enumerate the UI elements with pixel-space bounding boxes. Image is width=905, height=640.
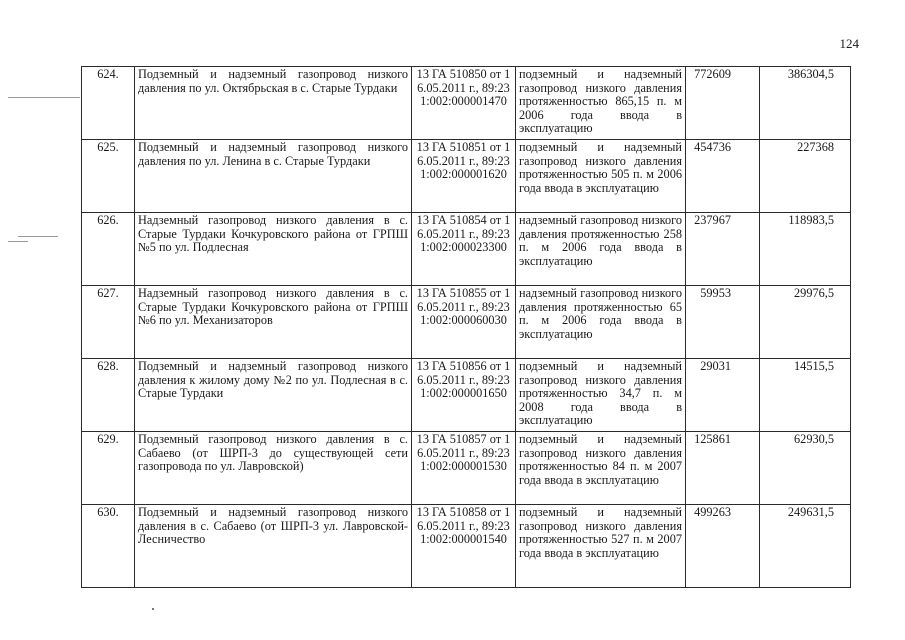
object-name: Подземный и надземный газопровод низкого давления в с. Сабаево (от ШРП-3 ул. Лавровской-Лесничество xyxy=(135,505,412,588)
page-number: 124 xyxy=(839,36,859,51)
book-value: 29031 xyxy=(686,359,760,432)
registration-certificate: 13 ГА 510850 от 16.05.2011 г., 89:231:002:000001470 xyxy=(412,67,516,140)
object-description: подземный и надземный газопровод низкого давления протяженностью 34,7 п. м 2008 года ввода в эксплуатацию xyxy=(516,359,686,432)
book-value: 454736 xyxy=(686,140,760,213)
table-row xyxy=(82,67,851,140)
object-description: подземный и надземный газопровод низкого давления протяженностью 527 п. м 2007 года ввода в эксплуатацию xyxy=(516,505,686,588)
book-value: 59953 xyxy=(686,286,760,359)
registration-certificate: 13 ГА 510851 от 16.05.2011 г., 89:231:002:000001620 xyxy=(412,140,516,213)
object-name: Надземный газопровод низкого давления в с. Старые Турдаки Кочкуровского района от ГРПШ №5 по ул. Подлесная xyxy=(135,213,412,286)
registration-certificate: 13 ГА 510857 от 16.05.2011 г., 89:231:002:000001530 xyxy=(412,432,516,505)
registration-certificate: 13 ГА 510856 от 16.05.2011 г., 89:231:002:000001650 xyxy=(412,359,516,432)
object-name: Подземный газопровод низкого давления в с. Сабаево (от ШРП-3 до существующей сети газопровода по ул. Лавровской) xyxy=(135,432,412,505)
row-number: 624. xyxy=(82,67,135,140)
registration-certificate: 13 ГА 510855 от 16.05.2011 г., 89:231:002:000060030 xyxy=(412,286,516,359)
table-row xyxy=(82,359,851,432)
residual-value: 29976,5 xyxy=(760,286,851,359)
residual-value: 62930,5 xyxy=(760,432,851,505)
row-number: 626. xyxy=(82,213,135,286)
object-name: Подземный и надземный газопровод низкого давления к жилому дому №2 по ул. Подлесная в с. Старые Турдаки xyxy=(135,359,412,432)
book-value: 237967 xyxy=(686,213,760,286)
book-value: 499263 xyxy=(686,505,760,588)
scan-artifact-dot xyxy=(152,608,154,610)
object-name: Надземный газопровод низкого давления в с. Старые Турдаки Кочкуровского района от ГРПШ №6 по ул. Механизаторов xyxy=(135,286,412,359)
residual-value: 14515,5 xyxy=(760,359,851,432)
registration-certificate: 13 ГА 510854 от 16.05.2011 г., 89:231:002:000023300 xyxy=(412,213,516,286)
object-description: подземный и надземный газопровод низкого давления протяженностью 865,15 п. м 2006 года ввода в эксплуатацию xyxy=(516,67,686,140)
residual-value: 249631,5 xyxy=(760,505,851,588)
row-number: 629. xyxy=(82,432,135,505)
table-row xyxy=(82,140,851,213)
table-row xyxy=(82,213,851,286)
table-row xyxy=(82,286,851,359)
object-description: подземный и надземный газопровод низкого давления протяженностью 505 п. м 2006 года ввода в эксплуатацию xyxy=(516,140,686,213)
object-name: Подземный и надземный газопровод низкого давления по ул. Октябрьская в с. Старые Турдаки xyxy=(135,67,412,140)
table-row xyxy=(82,432,851,505)
scan-artifact-line xyxy=(8,241,28,242)
row-number: 630. xyxy=(82,505,135,588)
property-registry-table xyxy=(81,66,851,588)
registration-certificate: 13 ГА 510858 от 16.05.2011 г., 89:231:002:000001540 xyxy=(412,505,516,588)
object-name: Подземный и надземный газопровод низкого давления по ул. Ленина в с. Старые Турдаки xyxy=(135,140,412,213)
row-number: 628. xyxy=(82,359,135,432)
residual-value: 386304,5 xyxy=(760,67,851,140)
object-description: подземный и надземный газопровод низкого давления протяженностью 84 п. м 2007 года ввода в эксплуатацию xyxy=(516,432,686,505)
scan-artifact-line xyxy=(18,236,58,237)
residual-value: 227368 xyxy=(760,140,851,213)
book-value: 772609 xyxy=(686,67,760,140)
row-number: 627. xyxy=(82,286,135,359)
object-description: надземный газопровод низкого давления протяженностью 258 п. м 2006 года ввода в эксплуатацию xyxy=(516,213,686,286)
residual-value: 118983,5 xyxy=(760,213,851,286)
book-value: 125861 xyxy=(686,432,760,505)
table-row xyxy=(82,505,851,588)
object-description: надземный газопровод низкого давления протяженностью 65 п. м 2006 года ввода в эксплуатацию xyxy=(516,286,686,359)
row-number: 625. xyxy=(82,140,135,213)
scan-artifact-line xyxy=(8,97,80,98)
